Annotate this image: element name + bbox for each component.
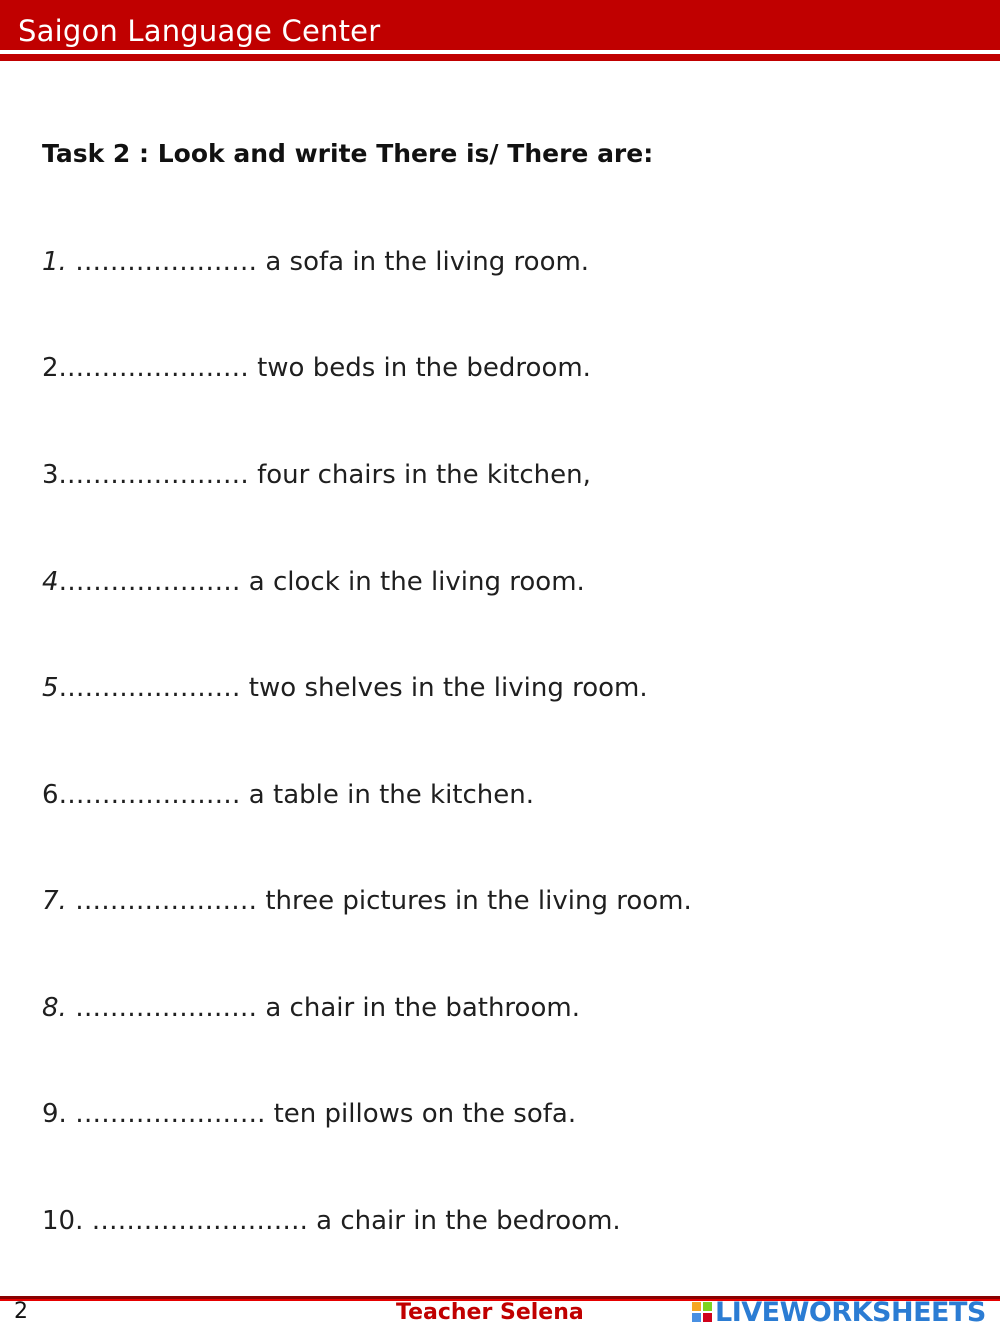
header-divider-red <box>0 54 1000 61</box>
item-text: two shelves in the living room. <box>240 673 648 703</box>
item-text: a chair in the bathroom. <box>257 993 580 1023</box>
item-number: 9. <box>42 1099 67 1129</box>
header-bar <box>0 0 1000 50</box>
answer-blank[interactable]: ……………………. <box>83 1206 308 1236</box>
answer-blank[interactable]: ………………… <box>58 567 241 597</box>
task-title: Task 2 : Look and write There is/ There are: <box>42 139 654 168</box>
page-number: 2 <box>14 1299 28 1324</box>
exercise-item-8 <box>42 993 580 1023</box>
item-text: ten pillows on the sofa. <box>265 1099 577 1129</box>
item-number: 10. <box>42 1206 84 1236</box>
liveworksheets-logo-text: LIVEWORKSHEETS <box>715 1296 986 1328</box>
answer-blank[interactable]: ………………… <box>66 460 249 490</box>
exercise-item-1 <box>42 247 589 277</box>
answer-blank[interactable]: ………………… <box>58 780 241 810</box>
liveworksheets-logo[interactable] <box>692 1297 986 1327</box>
exercise-item-4 <box>42 567 585 597</box>
item-number: 5 <box>42 673 59 703</box>
exercise-item-6 <box>42 780 534 810</box>
exercise-item-10 <box>42 1206 621 1236</box>
item-number: 2. <box>42 353 67 383</box>
exercise-item-3 <box>42 460 591 490</box>
item-number: 3. <box>42 460 67 490</box>
item-text: a clock in the living room. <box>240 567 585 597</box>
answer-blank[interactable]: ………………… <box>58 673 241 703</box>
item-number: 8. <box>42 993 67 1023</box>
answer-blank[interactable]: ………………… <box>66 353 249 383</box>
item-text: a sofa in the living room. <box>257 247 590 277</box>
item-text: a table in the kitchen. <box>240 780 535 810</box>
exercise-item-5 <box>42 673 648 703</box>
item-number: 7. <box>42 886 67 916</box>
teacher-name: Teacher Selena <box>396 1300 584 1325</box>
exercise-item-9 <box>42 1099 576 1129</box>
item-text: two beds in the bedroom. <box>248 353 591 383</box>
item-number: 1. <box>42 247 67 277</box>
answer-blank[interactable]: ………………… <box>66 886 258 916</box>
answer-blank[interactable]: ………………… <box>66 247 258 277</box>
item-text: four chairs in the kitchen, <box>248 460 591 490</box>
item-number: 6 <box>42 780 59 810</box>
answer-blank[interactable]: ………………… <box>66 993 258 1023</box>
item-text: a chair in the bedroom. <box>307 1206 621 1236</box>
answer-blank[interactable]: …………………. <box>66 1099 266 1129</box>
exercise-item-7 <box>42 886 692 916</box>
exercise-item-2 <box>42 353 591 383</box>
liveworksheets-blocks-icon <box>692 1302 712 1322</box>
item-text: three pictures in the living room. <box>257 886 692 916</box>
header-title: Saigon Language Center <box>18 14 381 48</box>
item-number: 4 <box>42 567 59 597</box>
